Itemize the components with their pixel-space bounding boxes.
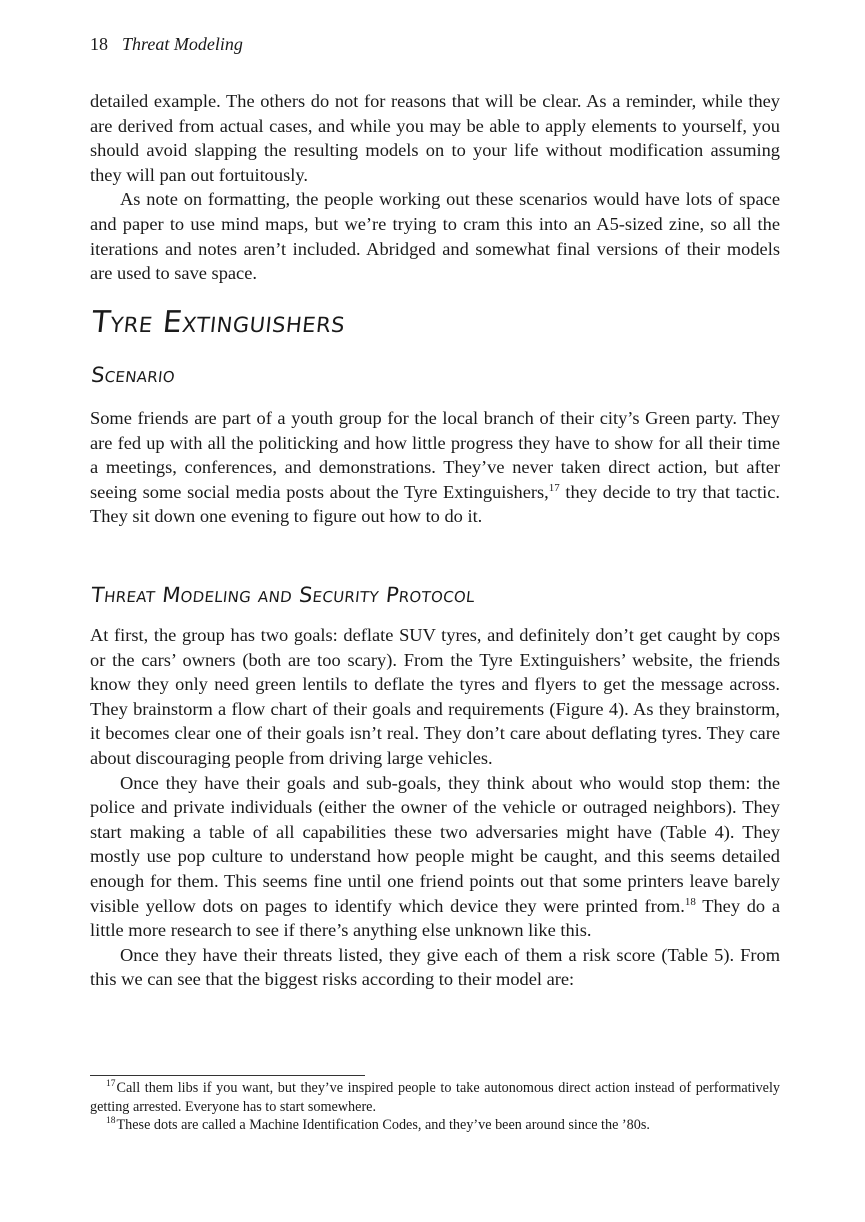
section-title: Tyre Extinguishers xyxy=(90,305,348,340)
page-number: 18 xyxy=(90,34,108,54)
body-paragraph-2-text-b: They do a little more research to see if there’s anything else unknown like this. xyxy=(90,895,780,941)
threat-modeling-heading: Threat Modeling and Security Protocol xyxy=(90,583,477,607)
body-paragraph-2 xyxy=(90,771,780,943)
footnote-divider xyxy=(90,1075,365,1076)
body-paragraph-3: Once they have their threats listed, they give each of them a risk score (Table 5). From this we can see that the biggest risks according to their model are: xyxy=(90,944,780,990)
footnote-text: These dots are called a Machine Identification Codes, and they’ve been around since the ’80s. xyxy=(116,1117,650,1133)
footnote-text: Call them libs if you want, but they’ve inspired people to take autonomous direct action instead of performatively getting arrested. Everyone has to start somewhere. xyxy=(90,1080,780,1115)
intro-paragraph-1: detailed example. The others do not for reasons that will be clear. As a reminder, while they are derived from actual cases, and while you may be able to apply elements to yourself, you should avoid slapping the resulting models on to your life without modification assuming they will pan out fortuitously. xyxy=(90,91,780,185)
body-paragraph-2-text-a: Once they have their goals and sub-goals, they think about who would stop them: the police and private individuals (either the owner of the vehicle or outraged neighbors). They start making a table of all capabilities these two adversaries might have (Table 4). They mostly use pop culture to understand how people might be caught, and this seems detailed enough for them. This seems fine until one friend points out that some printers leave barely visible yellow dots on pages to identify which device they were printed from. xyxy=(90,772,780,916)
footnotes xyxy=(90,1079,780,1135)
running-title: Threat Modeling xyxy=(122,34,243,54)
footnote-17 xyxy=(90,1079,780,1116)
intro-block xyxy=(90,89,780,286)
footnote-18 xyxy=(90,1116,780,1135)
scenario-text-b: they decide to try that tactic. They sit down one evening to figure out how to do it. xyxy=(90,481,781,527)
scenario-text-a: Some friends are part of a youth group for the local branch of their city’s Green party. They are fed up with all the politicking and how little progress they have to show for all their time a meetings, conferences, and demonstrations. They’ve never taken direct action, but after seeing some social media posts about the Tyre Extinguishers, xyxy=(90,408,780,502)
scenario-paragraph xyxy=(90,406,780,529)
footnote-ref-18[interactable]: 18 xyxy=(684,895,696,908)
footnote-number: 17 xyxy=(106,1079,116,1090)
running-head xyxy=(90,33,243,55)
threat-modeling-body xyxy=(90,623,780,992)
footnote-ref-17[interactable]: 17 xyxy=(548,481,560,494)
footnote-number: 18 xyxy=(106,1116,116,1127)
scenario-heading: Scenario xyxy=(90,363,177,387)
body-paragraph-1: At first, the group has two goals: deflate SUV tyres, and definitely don’t get caught by cops or the cars’ owners (both are too scary). From the Tyre Extinguishers’ website, the friends know they only need green lentils to deflate the tyres and flyers to get the message across. They brainstorm a flow chart of their goals and requirements (Figure 4). As they brainstorm, it becomes clear one of their goals isn’t real. They don’t care about deflating tyres. They care about discouraging people from driving large vehicles. xyxy=(90,625,780,768)
intro-paragraph-2: As note on formatting, the people working out these scenarios would have lots of space and paper to use mind maps, but we’re trying to cram this into an A5-sized zine, so all the iterations and notes aren’t included. Abridged and somewhat final versions of their models are used to save space. xyxy=(90,189,780,284)
